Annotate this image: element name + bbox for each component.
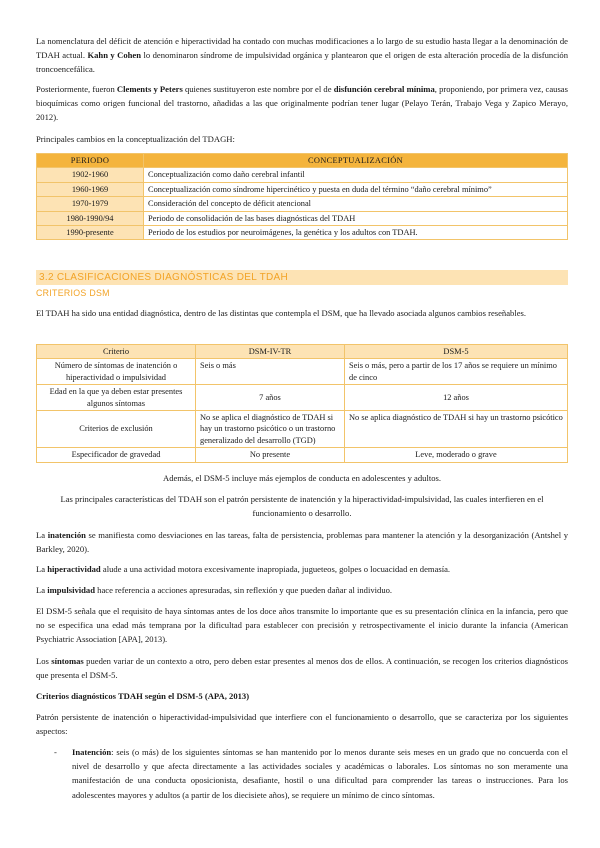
header-dsm-iv: DSM-IV-TR [196,345,345,359]
criterion-cell: Criterios de exclusión [37,411,196,448]
table-row [37,182,568,196]
table-row [37,411,568,448]
paragraph-impulsividad: La impulsividad hace referencia a acciones apresuradas, sin reflexión y que pueden dañar al individuo. [36,585,393,595]
dsm-5-cell: 12 años [345,385,568,411]
concept-cell: Periodo de consolidación de las bases diagnósticas del TDAH [144,211,568,225]
header-conceptualizacion: CONCEPTUALIZACIÓN [144,154,568,168]
table-caption: Además, el DSM-5 incluye más ejemplos de conducta en adolescentes y adultos. [162,473,442,483]
table-header-row [37,345,568,359]
dsm-5-cell: Seis o más, pero a partir de los 17 años se requiere un mínimo de cinco [345,359,568,385]
concept-cell: Consideración del concepto de déficit atencional [144,197,568,211]
criterion-cell: Número de síntomas de inatención o hiperactividad o impulsividad [37,359,196,385]
period-cell: 1970-1979 [37,197,144,211]
dsm-5-cell: No se aplica diagnóstico de TDAH si hay un trastorno psicótico [345,411,568,448]
table-row [37,448,568,462]
table-row [37,226,568,240]
period-cell: 1960-1969 [37,182,144,196]
concept-cell: Conceptualización como síndrome hipercinético y puesta en duda del término “daño cerebral mínimo” [144,182,568,196]
list-item: - Inatención: seis (o más) de los siguientes síntomas se han mantenido por lo menos durante seis meses en un grado que no concuerda con el nivel de desarrollo y que afecta directamente a las actividades sociales y académicas o laborales. Los síntomas no son meramente una manifestación de una conducta oposicionista, desafiante, hostil o una dificultad para comprender las tareas o instrucciones. Para los adolescentes mayores y adultos (a partir de los diecisiete años), se requiere un mínimo de cinco síntomas. [54,747,568,800]
paragraph-inatencion: La inatención se manifiesta como desviaciones en las tareas, falta de persistencia, problemas para mantener la atención y la desorganización (Antshel y Barkley, 2020). [36,530,568,555]
paragraph-nomenclature: La nomenclatura del déficit de atención e hiperactividad ha contado con muchas modificaciones a lo largo de su estudio hasta llegar a la denominación de TDAH actual. Kahn y Cohen lo denominaron síndrome de impulsividad orgánica y plantearon que el origen de esta alteración procedía de la disfunción troncoencefálica. [36,36,569,75]
bold-impulsividad: impulsividad [47,585,95,595]
dsm-iv-cell: Seis o más [196,359,345,385]
bold-inatencion: inatención [47,530,86,540]
criterion-cell: Edad en la que ya deben estar presentes algunos síntomas [37,385,196,411]
dsm-comparison-table [36,344,568,463]
header-criterio: Criterio [37,345,196,359]
paragraph-dsm-intro: El TDAH ha sido una entidad diagnóstica, dentro de las distintas que contempla el DSM, que ha llevado asociada algunos cambios reseñables. [36,308,527,318]
dsm-iv-cell: 7 años [196,385,345,411]
table-header-row [37,154,568,168]
criterion-cell: Especificador de gravedad [37,448,196,462]
criteria-list [36,745,568,802]
dash-bullet: - [54,747,57,757]
period-cell: 1990-presente [37,226,144,240]
period-cell: 1980-1990/94 [37,211,144,225]
section-heading: 3.2 CLASIFICACIONES DIAGNÓSTICAS DEL TDAH [36,270,568,285]
bold-kahn-cohen: Kahn y Cohen [87,50,142,61]
subsection-heading: CRITERIOS DSM [36,288,110,298]
period-cell: 1902-1960 [37,168,144,182]
header-dsm-5: DSM-5 [345,345,568,359]
concept-cell: Periodo de los estudios por neuroimágenes, la genética y los adultos con TDAH. [144,226,568,240]
paragraph-pattern: Patrón persistente de inatención o hiperactividad-impulsividad que interfiere con el funcionamiento o desarrollo, que se caracteriza por los siguientes aspectos: [36,712,568,737]
conceptualization-table [36,153,568,240]
criteria-heading: Criterios diagnósticos TDAH según el DSM-5 (APA, 2013) [36,691,250,701]
paragraph-characteristics: Las principales características del TDAH son el patrón persistente de inatención y la hiperactividad-impulsividad, las cuales interfieren en el funcionamiento o desarrollo. [60,494,544,519]
bold-disfuncion: disfunción cerebral mínima [333,84,435,94]
bold-inatencion-criterion: Inatención [72,747,112,757]
concept-cell: Conceptualización como daño cerebral infantil [144,168,568,182]
paragraph-dsm5-age: El DSM-5 señala que el requisito de haya síntomas antes de los doce años transmite lo importante que es su presentación clínica en la infancia, pero que no se especifica una edad más temprana por la dificultad para establecer con precisión y retrospectivamente el inicio durante la infancia (American Psychiatric Association [APA], 2013). [36,606,568,645]
bold-hiperactividad: hiperactividad [47,564,101,574]
table-row [37,168,568,182]
dsm-5-cell: Leve, moderado o grave [345,448,568,462]
dsm-iv-cell: No presente [196,448,345,462]
paragraph-hiperactividad: La hiperactividad alude a una actividad motora excesivamente inapropiada, jugueteos, golpes o locuacidad en demasía. [36,564,451,574]
table-row [37,211,568,225]
paragraph-sintomas: Los síntomas pueden variar de un contexto a otro, pero deben estar presentes al menos dos de ellos. A continuación, se recogen los criterios diagnósticos que presenta el DSM-5. [36,656,568,681]
dsm-iv-cell: No se aplica el diagnóstico de TDAH si hay un trastorno psicótico o un trastorno generalizado del desarrollo (TGD) [196,411,345,448]
header-periodo: PERIODO [37,154,144,168]
table-row [37,385,568,411]
paragraph-clements-peters: Posteriormente, fueron Clements y Peters quienes sustituyeron este nombre por el de disfunción cerebral mínima, proponiendo, por primera vez, causas bioquímicas como origen funcional del trastorno, añadidas a las que originalmente podrían tener lugar (Pelayo Terán, Trabajo Vega y Zapico Merayo, 2012). [36,84,568,123]
paragraph-table1-intro: Principales cambios en la conceptualización del TDAGH: [36,134,235,144]
bold-sintomas: síntomas [51,656,84,666]
table-row [37,197,568,211]
bold-clements-peters: Clements y Peters [116,84,183,94]
table-row [37,359,568,385]
